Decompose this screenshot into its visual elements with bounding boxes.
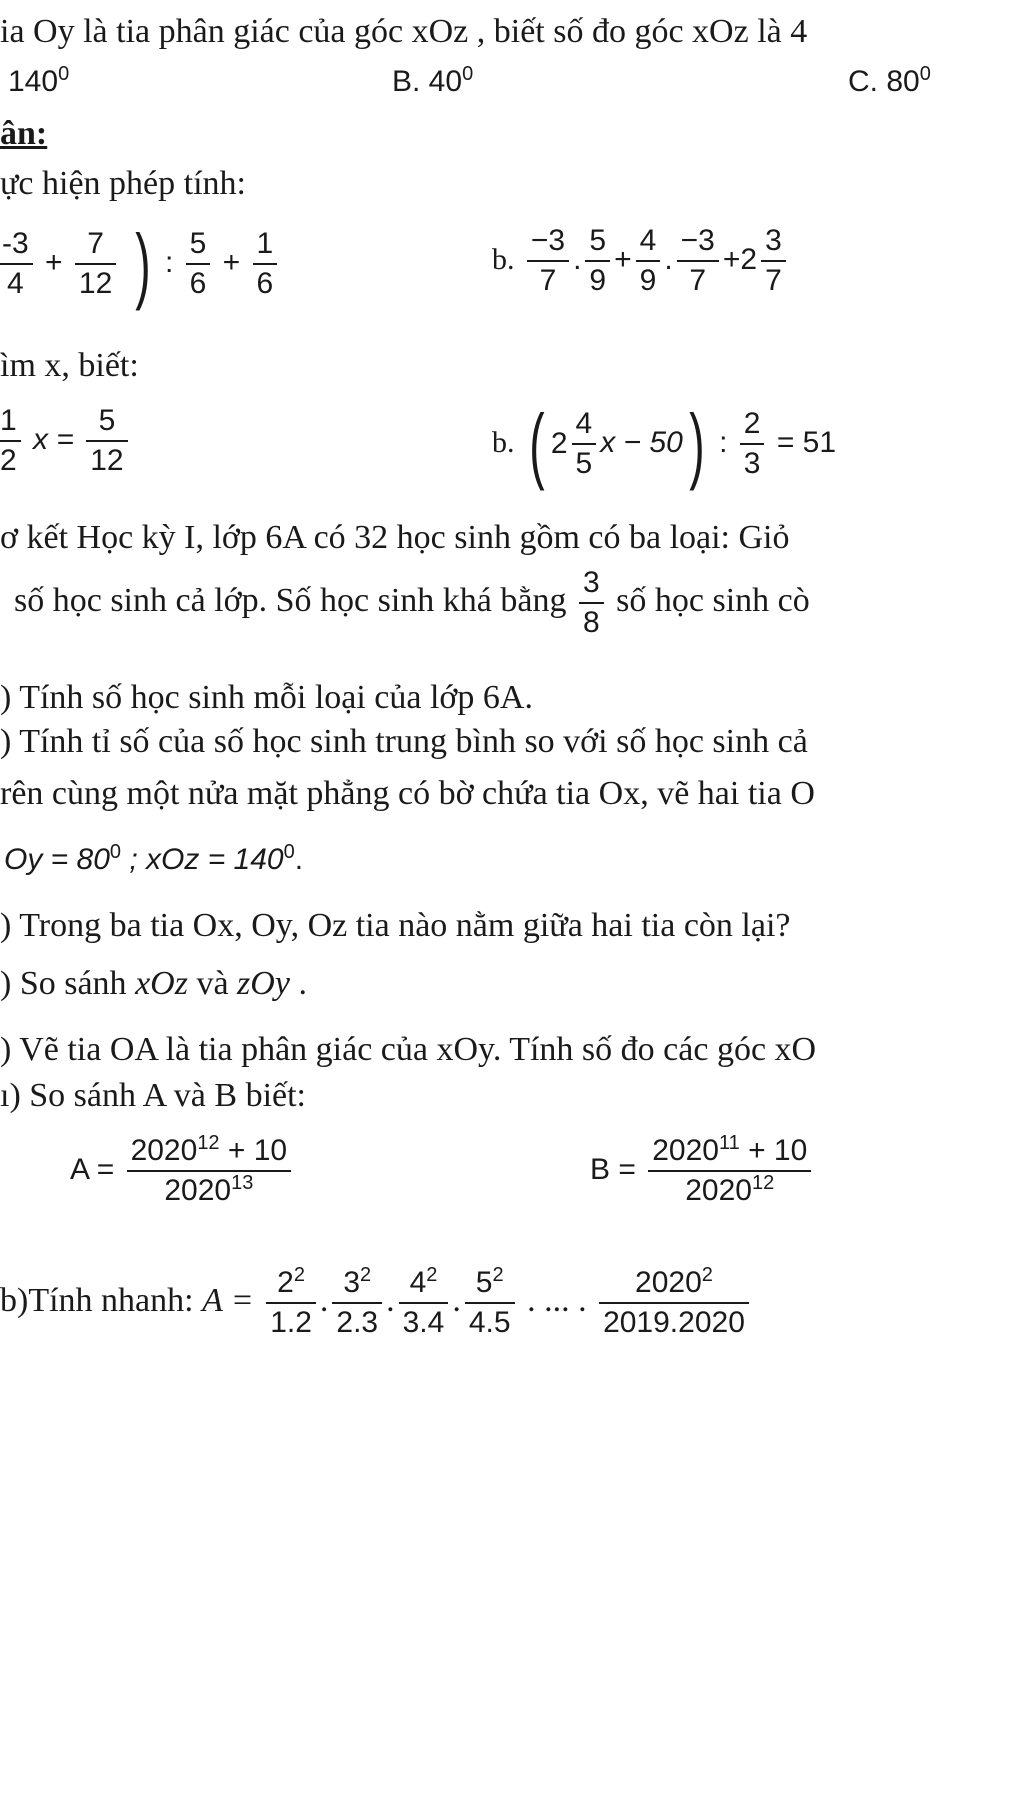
q3b: ) Tính tỉ số của số học sinh trung bình so với số học sinh cả bbox=[0, 723, 808, 760]
close-paren: ) bbox=[689, 397, 705, 491]
q2a-expression: $\frac{1}{2}$ x = $\frac{5}{12}$ bbox=[0, 402, 132, 480]
q1b-frac5: $\frac{3}{7}$ bbox=[761, 222, 786, 300]
q2b-expression: b. ( 2 $\frac{4}{5}$ x − 50) : $\frac{2}{3}$ = 51 bbox=[492, 397, 837, 491]
q4-line2: $Oy = 80^0$ ; xOz = $140^0$. bbox=[4, 841, 304, 876]
q4c: ) Vẽ tia OA là tia phân giác của xOy. Tính số đo các góc xO bbox=[0, 1031, 817, 1068]
q3-line2: số học sinh cả lớp. Số học sinh khá bằng $\frac{3}{8}$ số học sinh cò bbox=[14, 564, 810, 642]
q5a-A-frac: $\frac{2020^{12} + 10}{2020^{13}}$ bbox=[127, 1132, 292, 1210]
option-a: $140^0$ bbox=[8, 63, 70, 98]
q3-line1: ơ kết Học kỳ I, lớp 6A có 32 học sinh gồm có ba loại: Giỏ bbox=[0, 519, 790, 556]
q1a-expression: $\frac{-3}{4}$ + $\frac{7}{12}$ ) : $\frac{5}{6}$ + $\frac{1}{6}$ bbox=[0, 222, 281, 306]
q5b-frac4: $\frac{5^2}{4.5}$ bbox=[465, 1264, 515, 1342]
q5a-title: ı) So sánh A và B biết: bbox=[0, 1077, 306, 1114]
q5a-B-frac: $\frac{2020^{11} + 10}{2020^{12}}$ bbox=[648, 1132, 811, 1210]
open-paren: ( bbox=[529, 397, 545, 491]
q1a-frac4: $\frac{1}{6}$ bbox=[253, 225, 278, 303]
q1a-frac1: $\frac{-3}{4}$ bbox=[0, 225, 33, 303]
q4a: ) Trong ba tia Ox, Oy, Oz tia nào nằm giữa hai tia còn lại? bbox=[0, 907, 791, 944]
q2b-frac2: $\frac{2}{3}$ bbox=[740, 405, 765, 483]
q1b-frac2: $\frac{5}{9}$ bbox=[585, 222, 610, 300]
q4-line1: rên cùng một nửa mặt phẳng có bờ chứa tia Ox, vẽ hai tia O bbox=[0, 775, 815, 812]
q3a: ) Tính số học sinh mỗi loại của lớp 6A. bbox=[0, 679, 533, 716]
q1b-frac1: $\frac{-3}{7}$ bbox=[527, 222, 569, 300]
q2a-frac2: $\frac{5}{12}$ bbox=[86, 402, 127, 480]
q2a-frac1: $\frac{1}{2}$ bbox=[0, 402, 21, 480]
q5b-frac5: $\frac{2020^2}{2019.2020}$ bbox=[599, 1264, 749, 1342]
question-header bbox=[0, 12, 807, 52]
q1a-frac3: $\frac{5}{6}$ bbox=[186, 225, 211, 303]
q2b-frac1: $\frac{4}{5}$ bbox=[572, 405, 597, 483]
q5a-A-formula: A = $\frac{2020^{12} + 10}{2020^{13}}$ bbox=[70, 1132, 295, 1210]
q5b-frac3: $\frac{4^2}{3.4}$ bbox=[399, 1264, 449, 1342]
close-paren: ) bbox=[134, 217, 151, 311]
q1b-frac4: $\frac{-3}{7}$ bbox=[677, 222, 719, 300]
q2-title: ìm x, biết: bbox=[0, 347, 139, 384]
q4b: ) So sánh xOz và zOy . bbox=[0, 965, 307, 1002]
question-header-text: ia Oy là tia phân giác của góc xOz , biết số đo góc xOz là 4 bbox=[0, 13, 808, 50]
q3-frac: $\frac{3}{8}$ bbox=[579, 564, 604, 642]
q1-title: ực hiện phép tính: bbox=[0, 165, 246, 202]
q5b-frac2: $\frac{3^2}{2.3}$ bbox=[332, 1264, 382, 1342]
q5b-frac1: $\frac{2^2}{1.2}$ bbox=[266, 1264, 316, 1342]
option-c: C. $80^0$ bbox=[848, 63, 931, 98]
q5b-formula: b)Tính nhanh: A = $\frac{2^2}{1.2}$ . $\frac{3^2}{2.3}$ . $\frac{4^2}{3.4}$ . $\frac{5^2}{4.5}$ . ... . $\frac{2020^2}{2019.2020}$ bbox=[0, 1264, 753, 1342]
q1a-frac2: $\frac{7}{12}$ bbox=[75, 225, 116, 303]
section-heading: ân: bbox=[0, 115, 48, 152]
q5a-B-formula: B = $\frac{2020^{11} + 10}{2020^{12}}$ bbox=[590, 1132, 815, 1210]
q1b-expression: b. $\frac{-3}{7}$ . $\frac{5}{9}$ + $\frac{4}{9}$ . $\frac{-3}{7}$ +2 $\frac{3}{7}$ bbox=[492, 222, 790, 300]
option-b: B. $40^0$ bbox=[392, 63, 474, 98]
q1b-frac3: $\frac{4}{9}$ bbox=[636, 222, 661, 300]
